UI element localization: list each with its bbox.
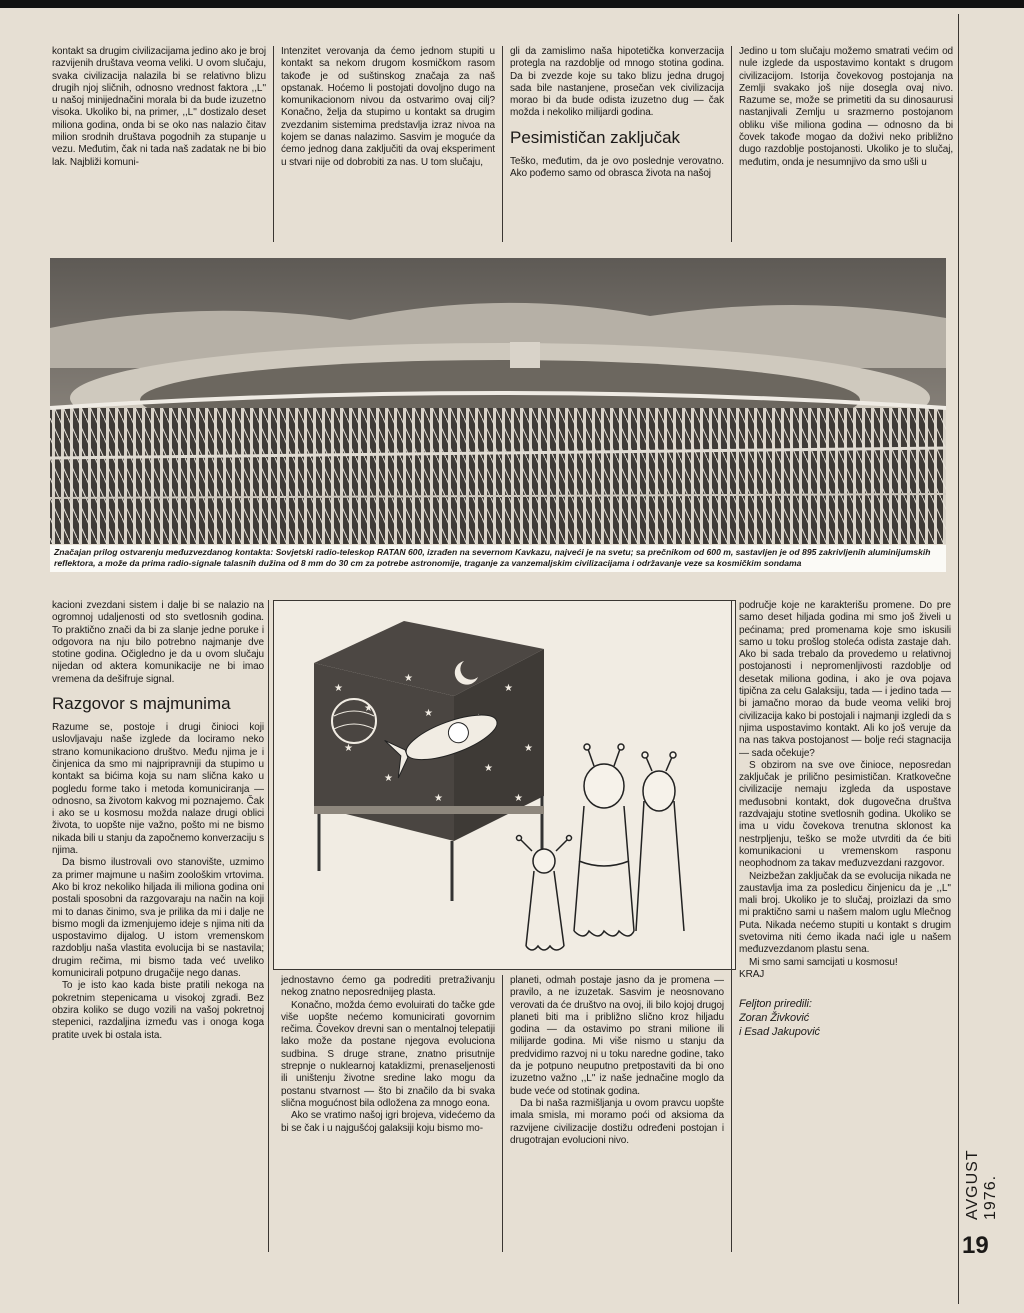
svg-text:★: ★ <box>384 773 393 784</box>
paragraph: jednostavno ćemo ga podrediti pretraživanju nekog znatno neposrednijeg plasta. <box>281 975 495 999</box>
svg-text:★: ★ <box>364 703 373 714</box>
column-rule <box>502 975 503 1252</box>
column-rule <box>273 46 274 242</box>
paragraph: planeti, odmah postaje jasno da je promena — pravilo, a ne izuzetak. Sasvim je neosnovano verovati da će društvo na ovoj, ili bilo kojoj drugoj planeti biti ma i približno slično kroz hiljadu godina — da ostavimo po strani milione ili milijarde godina. Mi više nismo u stanju da predvidimo razvoj ni u toku naredne godine, tako da je potpuno neuputno pretpostaviti da bi ono izuzetno važno ,,L'' iz naše jednačine moglo da bude veće od stotinak godina. <box>510 975 724 1097</box>
paragraph: To je isto kao kada biste pratili nekoga na pokretnim stepenicama u visokoj zgradi. Bez obzira koliko se dugo vozili na vašoj pokretnoj stepenici, razdaljina između vas i onoga koga pratite uvek bi ostala ista. <box>52 980 264 1041</box>
paragraph: kontakt sa drugim civilizacijama jedino ako je broj razvijenih društava veoma veliki. U ovom slučaju, svaka civilizacija nalazila bi se relativno blizu drugih njoj sličnih, odnosno vrednost faktora ,,L'' u našoj minijednačini morala bi da bude izuzetno visoka. Ukoliko bi, na primer, ,,L'' dostizalo deset miliona godina, onda bi se oko nas nalazio čitav milion srodnih društava pogodnih za stupanje u vezu. Međutim, čak ni tada naš zadatak ne bi bio lak. Najbliži komuni- <box>52 46 266 168</box>
svg-text:★: ★ <box>434 793 443 804</box>
top-column-4 <box>739 46 953 242</box>
aliens-at-exhibit-drawing <box>274 601 735 969</box>
paragraph: Neizbežan zaključak da se evolucija nikada ne zaustavlja ima za posledicu činjenicu da je ,,L'' mali broj. Ukoliko je to slučaj, proizlazi da smo mi praktično sami u našem malom uglu Mlečnog Puta. Nikada nećemo stupiti u kontakt s drugim svetovima niti ćemo ikada naći igle u našem međuzvezdanom plastu sena. <box>739 870 951 956</box>
bottom-column-3 <box>510 975 724 1252</box>
paragraph: područje koje ne karakterišu promene. Do pre samo deset hiljada godina mi smo još živeli u pećinama; pred promenama koje smo iskusili samo u toku prošlog stoleća odista zastaje dah. Ako bi sada trebalo da provedemo u relativnoj postojanosti i nepromenljivosti razdoblje od desetak miliona godina, i ako je ova pojava tipična za celu Galaksiju, tada — i jedino tada — bi jamačno morao da bude veoma veliki broj civilizacija kako bi postojali i najmanji izgledi da s njima uspostavimo kontakt. Ali ko još veruje da na nas takva postojanost — bolje reći stagnacija — sada očekuje? <box>739 600 951 759</box>
svg-text:★: ★ <box>344 743 353 754</box>
column-rule <box>731 46 732 242</box>
telescope-photo-image <box>50 258 946 544</box>
column-rule <box>268 600 269 1252</box>
radio-telescope-photo <box>50 258 946 544</box>
bottom-column-1 <box>52 600 264 1252</box>
credits-line: Zoran Živković <box>739 1012 810 1025</box>
paragraph: Jedino u tom slučaju možemo smatrati većim od nule izglede da uspostavimo kontakt s drugom civilizacijom. Istorija čovekovog postojanja na Zemlji svakako još nije dosegla ovaj nivo. Razume se, može se primetiti da su dinosaurusi nastanjivali Zemlju u srazmerno postojanom obliku više miliona godina — odnosno da bi čovek takođe mogao da doživi neko približno dugo razdoblje postojanosti. Ukoliko je to slučaj, međutim, onda je nesumnjivo da smo ušli u <box>739 46 953 168</box>
photo-caption: Značajan prilog ostvarenju međuzvezdanog kontakta: Sovjetski radio-teleskop RATAN 600, izrađen na severnom Kavkazu, najveći je na svetu; sa prečnikom od 600 m, sastavljen je od 895 zakrivljenih aluminijumskih reflektora, a može da prima radio-signale talasnih dužina od 8 mm do 30 cm za potrebe astronomije, traganje za vanzemaljskim civilizacijama i održavanje veze sa kosmičkim sondama <box>50 545 946 572</box>
svg-text:★: ★ <box>514 793 523 804</box>
svg-text:★: ★ <box>334 683 343 694</box>
section-heading: Razgovor s majmunima <box>52 694 231 714</box>
paragraph: Razume se, postoje i drugi činioci koji uslovljavaju naše izglede da lociramo neko strano komunikaciono društvo. Među njima je i činjenica da smo mi najpripravniji da stupimo u kontakt sa bićima koja su nam slična kako u pogledu forme tako i metoda komuniciranja — odnosno, sa životom kakvog mi poznajemo. Čak i ako se u kosmosu možda nalaze drugi oblici života, to uopšte nije važno, pošto mi ne bismo nikada bili u stanju da započnemo konverzaciju s njima. <box>52 722 264 857</box>
svg-text:★: ★ <box>484 763 493 774</box>
section-heading: Pesimističan zaključak <box>510 127 681 147</box>
paragraph: S obzirom na sve ove činioce, neposredan zaključak je prilično pesimističan. Kratkovečne civilizacije nemaju izgleda da uspostave međusobni kontakt, dok dugovečna društva razdvajaju stotine svetlosnih godina. Ukoliko se ima u vidu čovekova trenutna sklonost ka nestrpljenju, teško se može utvrditi da će biti komunikacioni u vremenskom rasponu neophodnom za takav međuzvezdani razgovor. <box>739 759 951 870</box>
paragraph: Mi smo sami samcijati u kosmosu! <box>749 956 898 968</box>
aliens-cartoon-illustration <box>273 600 736 970</box>
bottom-column-2 <box>281 975 495 1252</box>
paragraph: Konačno, možda ćemo evoluirati do tačke gde više uopšte nećemo komunicirati govornim rečima. Čovekov drevni san o mentalnoj telepatiji lako može da postane njegova evoluciona sudbina. S druge strane, znatno prisutnije strepnje o nuklearnoj kataklizmi, prenaseljenosti ili uništenju životne sredine lako mogu da postanu stvarnost — što bi značilo da bi svaka slična mogućnost bila odložena za mnogo eona. <box>281 999 495 1109</box>
credits-line: Feljton priredili: <box>739 998 812 1011</box>
svg-text:★: ★ <box>524 743 533 754</box>
paragraph: Teško, međutim, da je ovo poslednje verovatno. Ako pođemo samo od obrasca života na našoj <box>510 155 724 180</box>
end-marker: KRAJ <box>739 968 765 980</box>
svg-text:★: ★ <box>424 708 433 719</box>
column-rule <box>502 46 503 242</box>
top-column-3 <box>510 46 724 242</box>
paragraph: Da bismo ilustrovali ovo stanovište, uzmimo za primer majmune u našim zoološkim vrtovima. Ako bi kroz nekoliko hiljada ili miliona godina oni postali sposobni da razgovaraju na način na koji mi to danas činimo, sva je prilika da mi i dalje ne bismo mogli da izmenjujemo ideje s njima niti da uspostavimo dijalog. U istom vremenskom razdoblju naša vlastita evolucija bi se nastavila; drugim rečima, mi bismo tada već uveliko komunicirali potpuno drugačije nego danas. <box>52 857 264 980</box>
paragraph: kacioni zvezdani sistem i dalje bi se nalazio na ogromnoj udaljenosti od sto svetlosnih godina. To praktično znači da bi za slanje jedne poruke i odgovora na nju bilo potrebno najmanje dve stotine godina. Očigledno je da u ovom slučaju nijedan od aktera komunikacije ne bi imao vremena da dešifruje signal. <box>52 600 264 685</box>
paragraph: Da bi naša razmišljanja u ovom pravcu uopšte imala smisla, mi moramo poći od aksioma da razvijene civilizacije dostižu određeni postojan i drugotrajan evolucioni nivo. <box>510 1097 724 1146</box>
credits-line: i Esad Jakupović <box>739 1026 820 1039</box>
svg-text:★: ★ <box>404 673 413 684</box>
svg-text:★: ★ <box>504 683 513 694</box>
issue-date: AVGUST 1976. <box>964 1149 999 1220</box>
top-column-2 <box>281 46 495 242</box>
top-column-1 <box>52 46 266 242</box>
page-edge-rule <box>958 14 959 1304</box>
paragraph: Ako se vratimo našoj igri brojeva, videćemo da bi se čak i u najgušćoj galaksiji koju bismo mo- <box>281 1110 495 1134</box>
column-rule <box>731 600 732 1252</box>
page-top-band <box>0 0 1024 8</box>
article-credits <box>739 997 951 1039</box>
paragraph: gli da zamislimo naša hipotetička konverzacija protegla na razdoblje od mnogo stotina godina. Da bi zvezde koje su tako blizu jedna drugoj sada bile nastanjene, prosečan vek civilizacija morao bi da bude odista izuzetno dug — čak možda i nekoliko milijardi godina. <box>510 46 724 119</box>
page-number: 19 <box>962 1232 989 1259</box>
paragraph: Intenzitet verovanja da ćemo jednom stupiti u kontakt sa nekom drugom kosmičkom rasom takođe je od suštinskog značaja za naš opstanak. Hoćemo li postojati dovoljno dugo na komunikacionom nivou da ostvarimo ovaj cilj? Konačno, želja da stupimo u kontakt sa drugim zvezdanim sistemima predstavlja izraz nivoa na kojem se danas nalazimo. Sasvim je moguće da ćemo jednog dana zaključiti da ovaj eksperiment u stvari nije od dobrobiti za nas. U tom slučaju, <box>281 46 495 168</box>
bottom-column-4 <box>739 600 951 1252</box>
